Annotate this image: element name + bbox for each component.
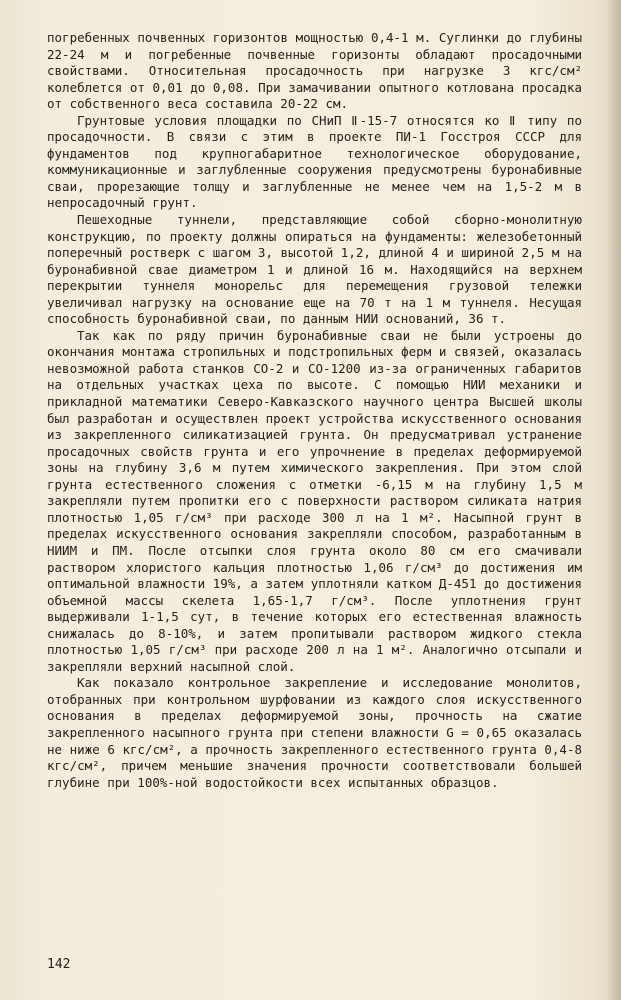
paragraph-1: погребенных почвенных горизонтов мощностью 0,4-1 м. Суглинки до глубины 22-24 м и погребенные почвенные горизонты обладают просадочными свойствами. Относительная просадочность при нагрузке 3 кгс/см² колеблется от 0,01 до 0,08. При замачивании опытного котлована просадка от собственного веса составила 20-22 см.	[47, 30, 582, 112]
body-text	[47, 30, 582, 791]
paragraph-5: Как показало контрольное закрепление и исследование монолитов, отобранных при контрольном шурфовании из каждого слоя искусственного основания в пределах деформируемой зоны, прочность на сжатие закрепленного насыпного грунта при степени влажности G = 0,65 оказалась не ниже 6 кгс/см², а прочность закрепленного естественного грунта 0,4-8 кгс/см², причем меньшие значения прочности соответствовали большей глубине при 100%-ной водостойкости всех испытанных образцов.	[47, 675, 582, 790]
page-gutter-shadow	[607, 0, 621, 1000]
paragraph-3: Пешеходные туннели, представляющие собой сборно-монолитную конструкцию, по проекту должны опираться на фундаменты: железобетонный поперечный ростверк с шагом 3, высотой 1,2, длиной 4 и шириной 2,5 м на буронабивной свае диаметром 1 и длиной 16 м. Находящийся на верхнем перекрытии туннеля монорельс для перемещения грузовой тележки увеличивал нагрузку на основание еще на 70 т на 1 м туннеля. Несущая способность буронабивной сваи, по данным НИИ оснований, 36 т.	[47, 212, 582, 327]
paragraph-2: Грунтовые условия площадки по СНиП Ⅱ-15-7 относятся ко Ⅱ типу по просадочности. В связи с этим в проекте ПИ-1 Госстроя СССР для фундаментов под крупногабаритное технологическое оборудование, коммуникационные и заглубленные сооружения предусмотрены буронабивные сваи, прорезающие толщу и заглубленные не менее чем на 1,5-2 м в непросадочный грунт.	[47, 112, 582, 211]
page-number: 142	[47, 957, 71, 972]
paragraph-4: Так как по ряду причин буронабивные сваи не были устроены до окончания монтажа стропильных и подстропильных ферм и связей, оказалась невозможной работа станков СО-2 и СО-1200 из-за ограниченных габаритов на отдельных участках цеха по высоте. С помощью НИИ механики и прикладной математики Северо-Кавказского научного центра Высшей школы был разработан и осуществлен проект устройства искусственного основания из закрепленного силикатизацией грунта. Он предусматривал устранение просадочных свойств грунта и его упрочнение в пределах деформируемой зоны на глубину 3,6 м путем химического закрепления. При этом слой грунта естественного сложения с отметки -6,15 м на глубину 1,5 м закрепляли путем пропитки его с поверхности раствором силиката натрия плотностью 1,05 г/см³ при расходе 300 л на 1 м². Насыпной грунт в пределах искусственного основания закрепляли способом, разработанным в НИИМ и ПМ. После отсыпки слоя грунта около 80 см его смачивали раствором хлористого кальция плотностью 1,06 г/см³ до достижения им оптимальной влажности 19%, а затем уплотняли катком Д-451 до достижения объемной массы скелета 1,65-1,7 г/см³. После уплотнения грунт выдерживали 1-1,5 сут, в течение которых его естественная влажность снижалась до 8-10%, и затем пропитывали раствором жидкого стекла плотностью 1,05 г/см³ при расходе 200 л на 1 м². Аналогично отсыпали и закрепляли верхний насыпной слой.	[47, 327, 582, 674]
